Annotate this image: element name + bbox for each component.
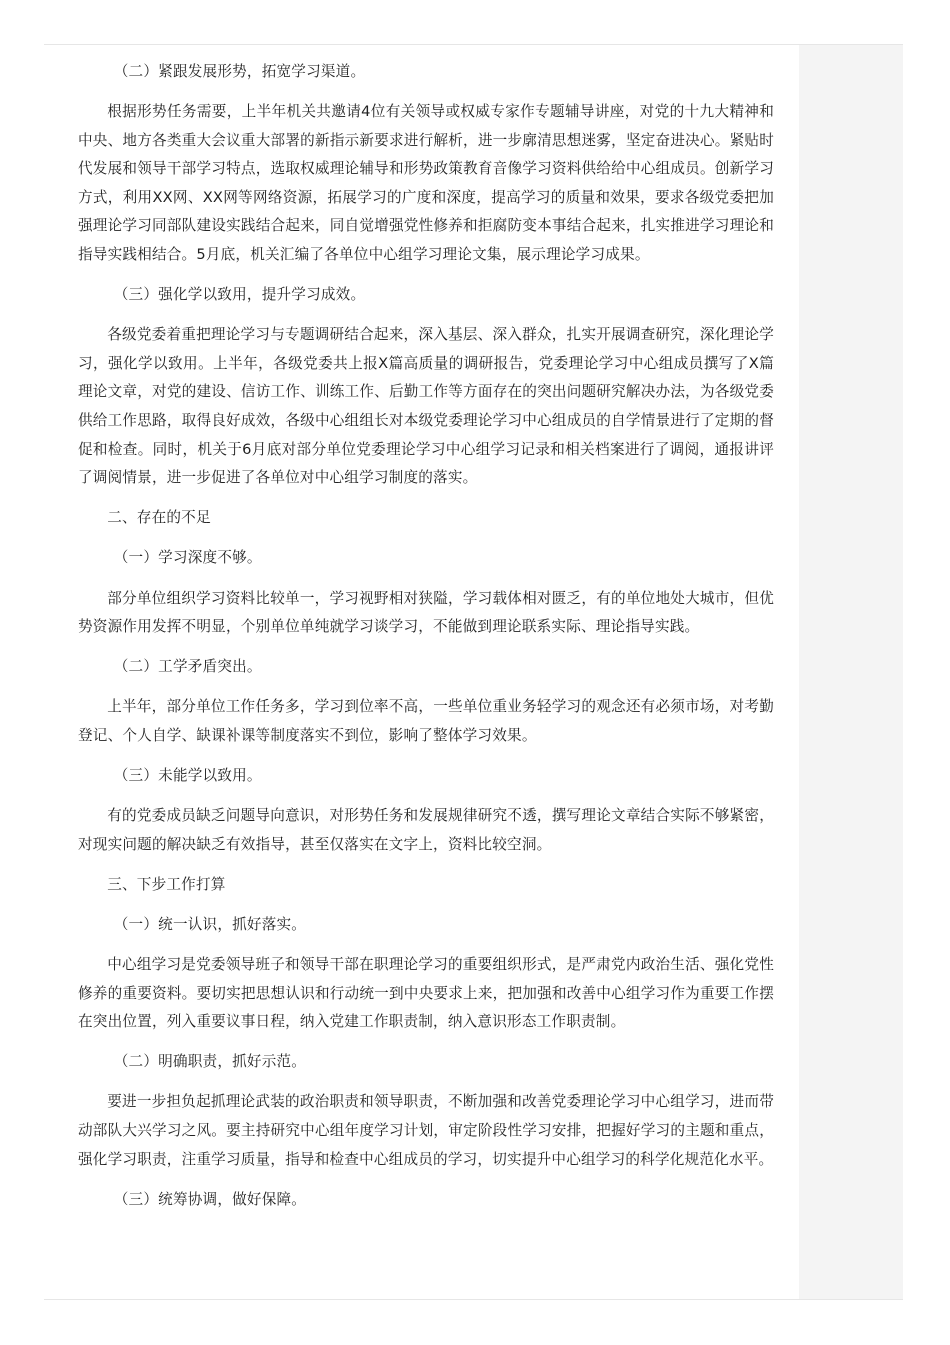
body-paragraph: 根据形势任务需要，上半年机关共邀请4位有关领导或权威专家作专题辅导讲座，对党的十九大精神和中央、地方各类重大会议重大部署的新指示新要求进行解析，进一步廓清思想迷雾，坚定奋进决心。紧贴时代发展和领导干部学习特点，选取权威理论辅导和形势政策教育音像学习资料供给给中心组成员。创新学习方式，利用XX网、XX网等网络资源，拓展学习的广度和深度，提高学习的质量和效果，要求各级党委把加强理论学习同部队建设实践结合起来，同自觉增强党性修养和拒腐防变本事结合起来，扎实推进学习理论和指导实践相结合。5月底，机关汇编了各单位中心组学习理论文集，展示理论学习成果。 (78, 103, 774, 264)
section-heading: （三）未能学以致用。 (113, 766, 262, 784)
body-paragraph: 中心组学习是党委领导班子和领导干部在职理论学习的重要组织形式，是严肃党内政治生活、强化党性修养的重要资料。要切实把思想认识和行动统一到中央要求上来，把加强和改善中心组学习作为重要工作摆在突出位置，列入重要议事日程，纳入党建工作职责制，纳入意识形态工作职责制。 (78, 955, 774, 1031)
body-paragraph: 各级党委着重把理论学习与专题调研结合起来，深入基层、深入群众，扎实开展调查研究，深化理论学习，强化学以致用。上半年，各级党委共上报X篇高质量的调研报告，党委理论学习中心组成员撰写了X篇理论文章，对党的建设、信访工作、训练工作、后勤工作等方面存在的突出问题研究解决办法，为各级党委供给工作思路，取得良好成效，各级中心组组长对本级党委理论学习中心组成员的自学情景进行了定期的督促和检查。同时，机关于6月底对部分单位党委理论学习中心组学习记录和相关档案进行了调阅，通报讲评了调阅情景，进一步促进了各单位对中心组学习制度的落实。 (78, 326, 774, 487)
body-paragraph: 要进一步担负起抓理论武装的政治职责和领导职责，不断加强和改善党委理论学习中心组学习，进而带动部队大兴学习之风。要主持研究中心组年度学习计划，审定阶段性学习安排，把握好学习的主题和重点，强化学习职责，注重学习质量，指导和检查中心组成员的学习，切实提升中心组学习的科学化规范化水平。 (78, 1093, 774, 1168)
chapter-heading: 二、存在的不足 (107, 509, 211, 527)
body-paragraph: 有的党委成员缺乏问题导向意识，对形势任务和发展规律研究不透，撰写理论文章结合实际不够紧密，对现实问题的解决缺乏有效指导，甚至仅落实在文字上，资料比较空洞。 (78, 807, 774, 853)
section-heading: （一）学习深度不够。 (113, 549, 262, 567)
body-paragraph: 上半年，部分单位工作任务多，学习到位率不高，一些单位重业务轻学习的观念还有必须市场，对考勤登记、个人自学、缺课补课等制度落实不到位，影响了整体学习效果。 (78, 698, 774, 744)
document-body (78, 58, 774, 1226)
section-heading: （二）工学矛盾突出。 (113, 658, 262, 676)
section-heading: （三）统筹协调，做好保障。 (113, 1190, 307, 1208)
section-heading: （二）明确职责，抓好示范。 (113, 1053, 307, 1071)
chapter-heading: 三、下步工作打算 (107, 875, 226, 893)
section-heading: （二）紧跟发展形势，拓宽学习渠道。 (113, 63, 366, 80)
side-panel (799, 45, 903, 1299)
section-heading: （一）统一认识，抓好落实。 (113, 915, 307, 933)
section-heading: （三）强化学以致用，提升学习成效。 (113, 286, 366, 304)
body-paragraph: 部分单位组织学习资料比较单一，学习视野相对狭隘，学习载体相对匮乏，有的单位地处大城市，但优势资源作用发挥不明显，个别单位单纯就学习谈学习，不能做到理论联系实际、理论指导实践。 (78, 589, 774, 636)
